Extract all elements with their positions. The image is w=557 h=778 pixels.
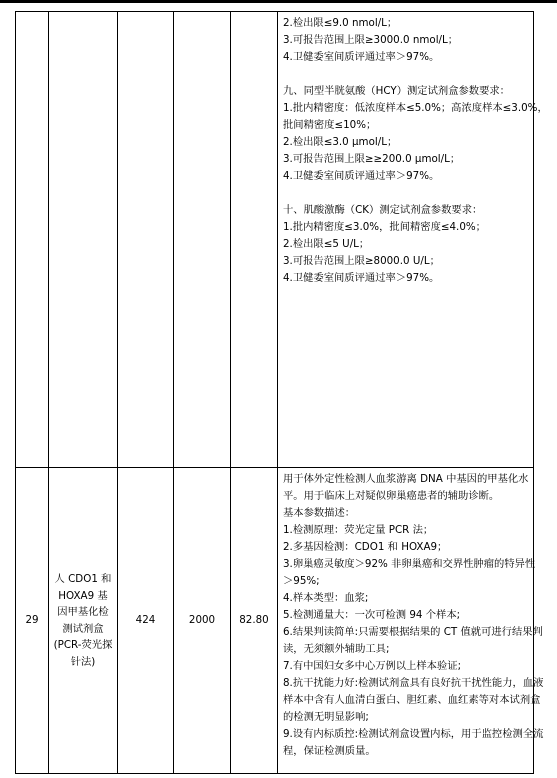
spec-line: 1.批内精密度：低浓度样本≤5.0%；高浓度样本≤3.0%， bbox=[283, 102, 548, 114]
spec-line: 3.可报告范围上限≥8000.0 U/L； bbox=[283, 255, 440, 267]
spec-line: 2.检出限≤5 U/L； bbox=[283, 238, 370, 250]
product-name-line: 测试剂盒 bbox=[62, 622, 104, 635]
cell-product-name bbox=[49, 468, 118, 774]
spec-line: 3.可报告范围上限≥≥200.0 μmol/L； bbox=[283, 153, 461, 165]
spec-line: 6.结果判读简单:只需要根据结果的 CT 值就可进行结果判 bbox=[283, 626, 543, 638]
spec-line: 十、肌酸激酶（CK）测定试剂盒参数要求： bbox=[283, 204, 483, 216]
product-name-line: (PCR-荧光探 bbox=[53, 639, 113, 651]
cell-total bbox=[231, 12, 278, 468]
product-name-line: 人 CDO1 和 bbox=[54, 573, 112, 585]
spec-line: 3.可报告范围上限≥3000.0 nmol/L； bbox=[283, 34, 459, 46]
cell-unit-price: 2000 bbox=[174, 468, 231, 774]
spec-line: 批间精密度≤10%； bbox=[283, 119, 377, 131]
spec-line: 9.设有内标质控:检测试剂盒设置内标，用于监控检测全流 bbox=[283, 728, 544, 740]
spec-line: 4.卫健委室间质评通过率＞97%。 bbox=[283, 51, 440, 63]
cell-quantity bbox=[118, 12, 174, 468]
spec-line: 九、同型半胱氨酸（HCY）测定试剂盒参数要求： bbox=[283, 85, 510, 97]
product-name-line: HOXA9 基 bbox=[58, 589, 108, 602]
spec-line: 程，保证检测质量。 bbox=[283, 745, 376, 757]
spec-line: 1.批内精密度≤3.0%，批间精密度≤4.0%； bbox=[283, 221, 486, 233]
spec-line: 平。用于临床上对疑似卵巢癌患者的辅助诊断。 bbox=[283, 490, 500, 502]
spec-line: 8.抗干扰能力好:检测试剂盒具有良好抗干扰性能力，血液 bbox=[283, 677, 544, 689]
procurement-spec-table bbox=[15, 11, 548, 774]
spec-line: 7.有中国妇女多中心万例以上样本验证; bbox=[283, 660, 462, 672]
spec-line: 1.检测原理：荧光定量 PCR 法； bbox=[283, 524, 434, 536]
cell-no bbox=[16, 12, 49, 468]
cell-spec-detail bbox=[278, 468, 544, 774]
spec-line: 基本参数描述： bbox=[283, 507, 356, 519]
cell-unit-price bbox=[174, 12, 231, 468]
spec-line: 4.卫健委室间质评通过率＞97%。 bbox=[283, 170, 440, 182]
table-row bbox=[16, 468, 534, 774]
spec-line: ＞95%; bbox=[283, 575, 320, 587]
product-name-line: 针法) bbox=[70, 655, 96, 668]
spec-line: 4.样本类型：血浆; bbox=[283, 592, 369, 604]
spec-blank-line bbox=[283, 185, 529, 202]
spec-line: 的检测无明显影响; bbox=[283, 711, 369, 723]
page-top-rule bbox=[0, 0, 557, 3]
product-name-line: 因甲基化检 bbox=[57, 606, 109, 618]
spec-line: 读，无须额外辅助工具; bbox=[283, 643, 390, 655]
spec-line: 4.卫健委室间质评通过率＞97%。 bbox=[283, 272, 440, 284]
spec-line: 2.检出限≤9.0 nmol/L； bbox=[283, 17, 398, 29]
spec-line: 2.检出限≤3.0 μmol/L； bbox=[283, 136, 398, 148]
spec-line: 用于体外定性检测人血浆游离 DNA 中基因的甲基化水 bbox=[283, 473, 529, 485]
cell-quantity: 424 bbox=[118, 468, 174, 774]
cell-product-name bbox=[49, 12, 118, 468]
cell-spec-detail bbox=[278, 12, 548, 468]
spec-line: 5.检测通量大：一次可检测 94 个样本; bbox=[283, 609, 461, 621]
spec-line: 2.多基因检测：CDO1 和 HOXA9； bbox=[283, 541, 448, 553]
cell-no: 29 bbox=[16, 468, 49, 774]
spec-line: 3.卵巢癌灵敏度＞92% 非卵巢癌和交界性肿瘤的特异性 bbox=[283, 558, 536, 570]
spec-blank-line bbox=[283, 66, 529, 83]
spec-line: 样本中含有人血清白蛋白、胆红素、血红素等对本试剂盒 bbox=[283, 694, 541, 706]
table-row bbox=[16, 12, 534, 468]
cell-total: 82.80 bbox=[231, 468, 278, 774]
